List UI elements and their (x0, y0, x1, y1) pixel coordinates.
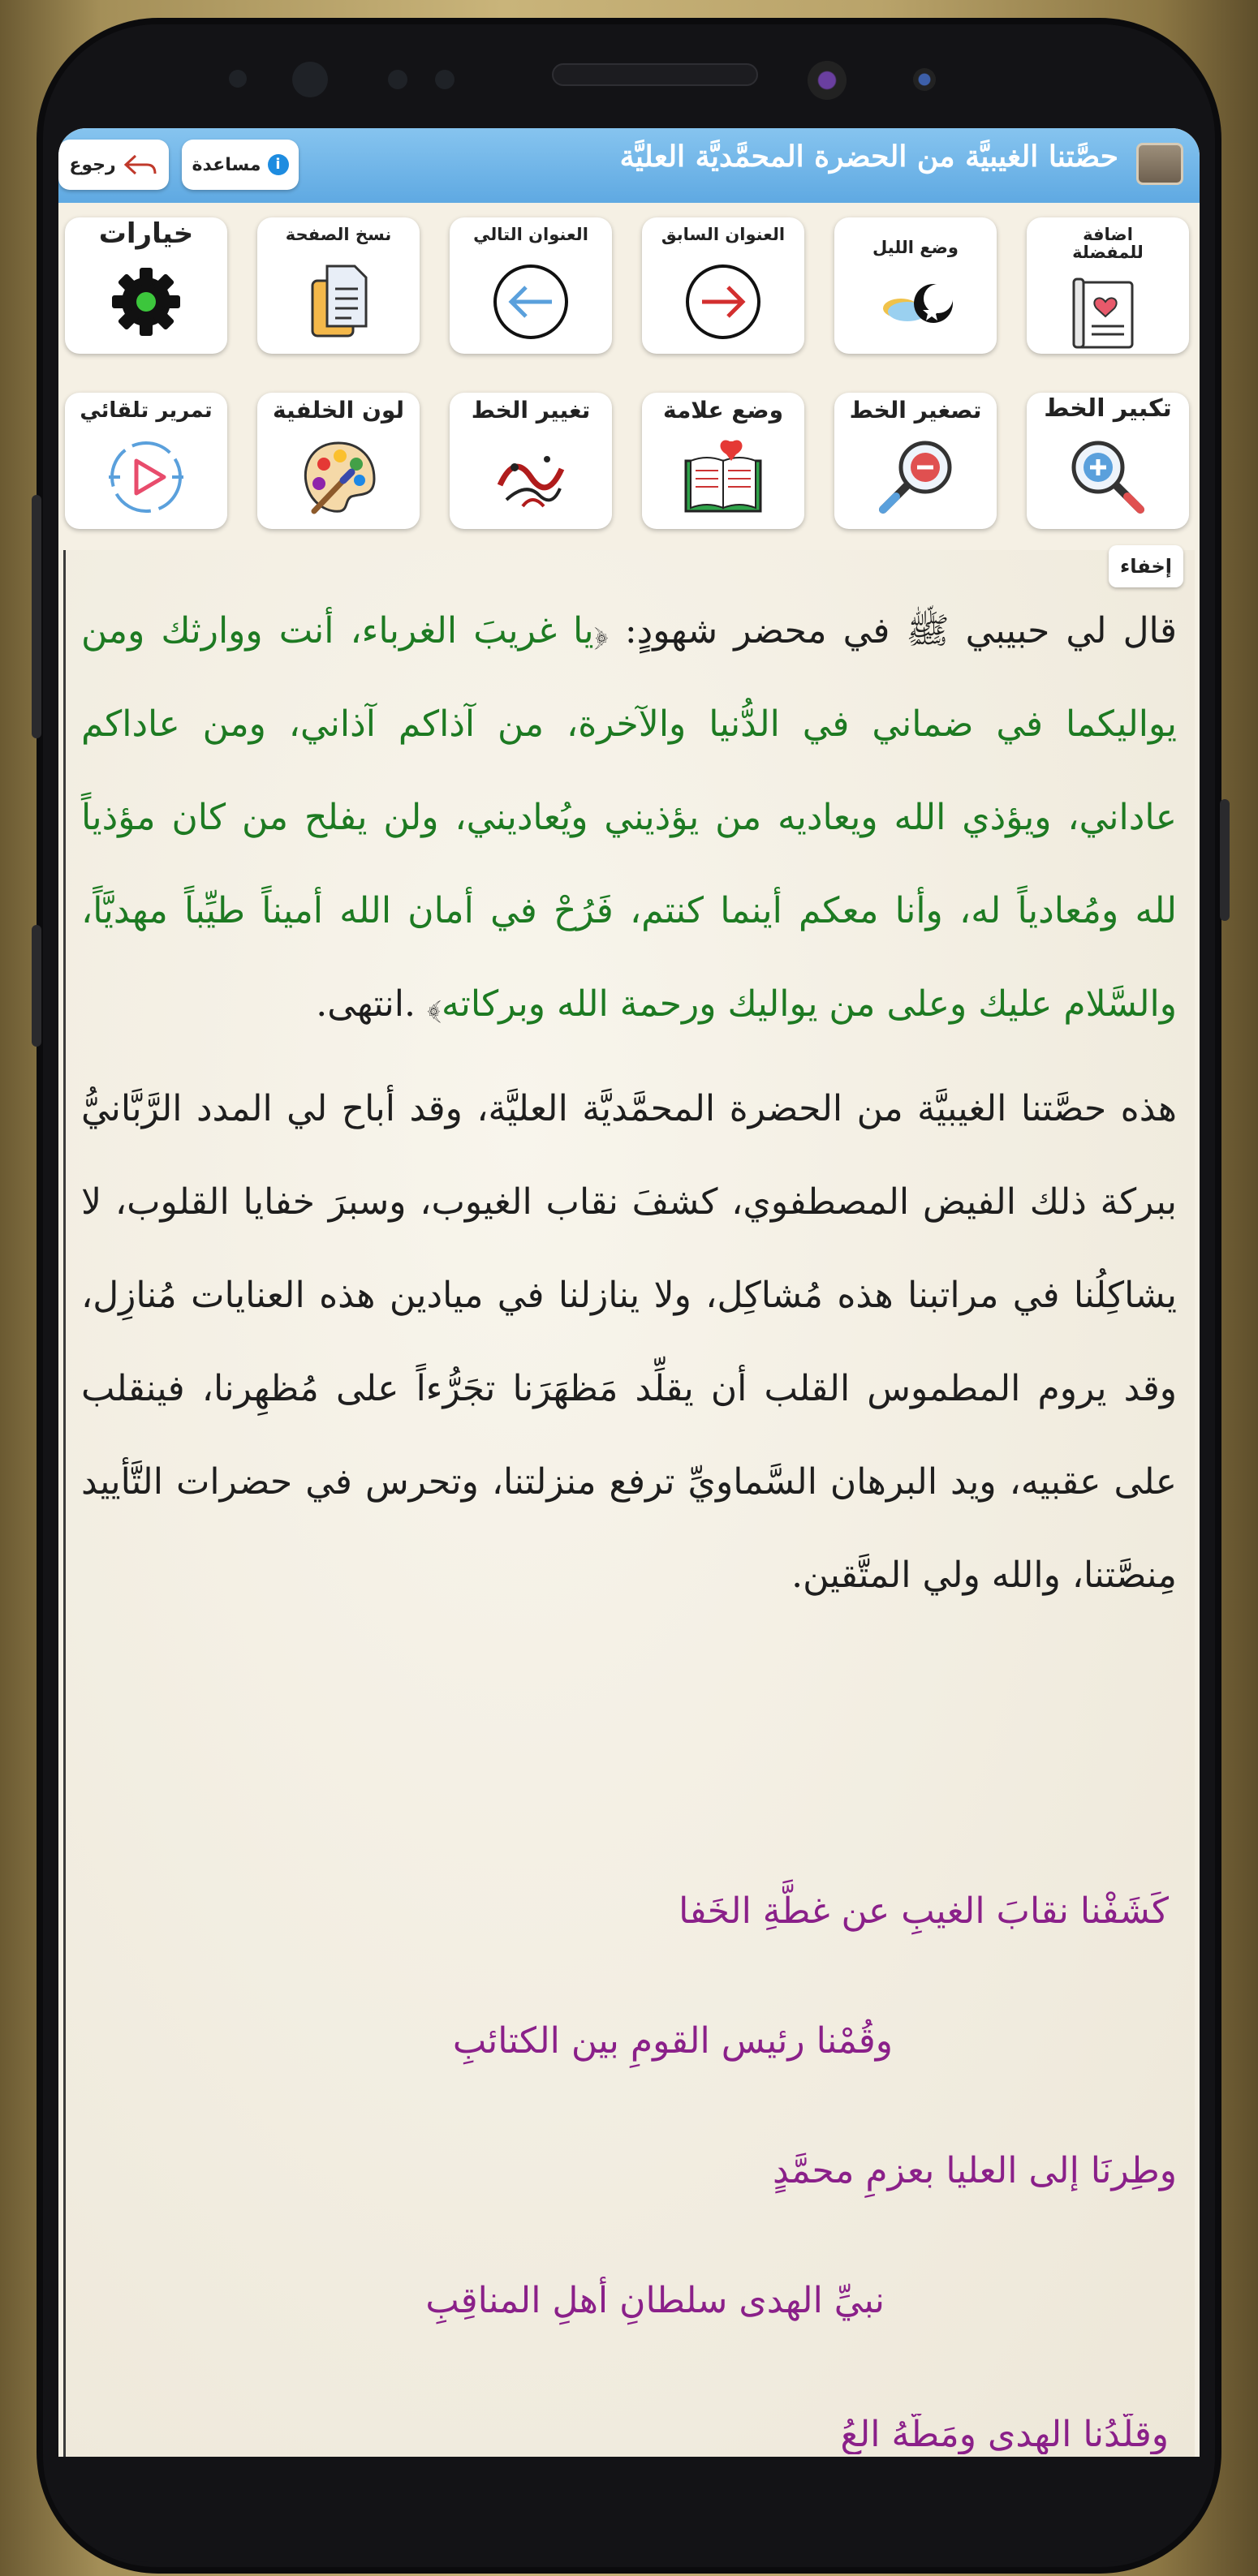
autoscroll-play-icon (106, 437, 187, 518)
app-logo-icon (1136, 143, 1183, 185)
back-label: رجوع (69, 154, 116, 175)
phone-bottom-bezel (43, 2457, 1215, 2562)
quote-intro: قال لي حبيبي ﷺ في محضر شهودٍ: ﴿ (593, 610, 1177, 652)
zoom-out-icon (875, 437, 956, 518)
title-bar (58, 128, 1200, 203)
poem-line-1: كَشَفْنا نقابَ الغيبِ عن غطَّةِ الخَفا (679, 1890, 1169, 1932)
earpiece-speaker (552, 63, 758, 86)
tile-label: تغيير الخط (471, 397, 591, 424)
front-camera (808, 61, 847, 100)
zoom-in-icon (1067, 437, 1148, 518)
poem-line-3: وطِرنَا إلى العليا بعزمِ محمَّدٍ (772, 2150, 1177, 2191)
sensor-dot (388, 70, 407, 89)
tile-label: وضع علامة (662, 397, 784, 424)
palette-icon (298, 437, 379, 518)
bookmark-button[interactable] (642, 393, 804, 529)
arrow-right-icon (683, 261, 764, 342)
paragraph-body: هذه حصَّتنا الغيبيَّة من الحضرة المحمَّديَّة العليَّة، وقد أباح لي المدد الرَّبَّانيُّ ببركة ذلك الفيض المصطفوي، كشفَ نقاب الغيوب، وسبرَ خفايا القلوب، لا يشاكِلُنا في مراتبنا هذه مُشاكِل، ولا ينازلنا في ميادين هذه العنايات مُنازِل، وقد يروم المطموس القلب أن يقلِّد مَظهَرَنا تجَرُّءاً على مُظهِرنا، فينقلب على عقبيه، ويد البرهان السَّماويِّ ترفع منزلتنا، وتحرس في حضرات التَّأييد مِنصَّتنا، والله ولي المتَّقين. (81, 1088, 1178, 1596)
help-label: مساعدة (192, 154, 261, 175)
power-button (1220, 799, 1230, 921)
calligraphy-icon (474, 437, 588, 518)
volume-button (32, 495, 41, 738)
tile-label: اضافة للمفضلة (1072, 225, 1144, 262)
add-favorite-button[interactable] (1027, 217, 1189, 354)
tile-label: نسخ الصفحة (285, 225, 392, 244)
quote-outro: ﴾ .انتهى. (316, 983, 442, 1025)
sensor-dot (435, 70, 455, 89)
poem-line-2: وقُمْنا رئيس القومِ بين الكتائبِ (452, 2020, 893, 2062)
help-button[interactable] (182, 140, 299, 190)
auto-scroll-button[interactable] (65, 393, 227, 529)
sensor-lens (292, 62, 328, 97)
tile-label: تمرير تلقائي (80, 398, 213, 423)
bookmark-book-icon (654, 437, 792, 518)
back-button[interactable] (58, 140, 169, 190)
paragraph-quote (81, 584, 1177, 1051)
background-color-button[interactable] (257, 393, 420, 529)
sensor-dot (229, 70, 247, 88)
gear-icon (106, 261, 187, 342)
copy-page-icon (298, 261, 379, 342)
copy-page-button[interactable] (257, 217, 420, 354)
tile-label: لون الخلفية (273, 397, 404, 424)
tile-label: العنوان التالي (473, 225, 588, 244)
reading-text (81, 584, 1177, 1633)
tile-label: العنوان السابق (661, 225, 786, 244)
arrow-left-icon (490, 261, 571, 342)
options-button[interactable] (65, 217, 227, 354)
tile-label: تصغير الخط (849, 397, 982, 424)
zoom-in-button[interactable] (1027, 393, 1189, 529)
change-font-button[interactable] (450, 393, 612, 529)
zoom-out-button[interactable] (834, 393, 997, 529)
night-mode-icon (875, 261, 956, 342)
poem-line-5: وقلَّدُنا الهدى ومَطَّهُ العُ (840, 2414, 1169, 2454)
tile-label: خيارات (98, 217, 194, 250)
previous-title-button[interactable] (642, 217, 804, 354)
tile-label: تكبير الخط (1044, 394, 1172, 423)
sensor-dot (913, 68, 936, 91)
side-key (32, 925, 41, 1047)
tile-label: وضع الليل (872, 238, 959, 257)
prophetic-quote: يا غريبَ الغرباء، أنت ووارثك ومن يواليكما في ضماني في الدُّنيا والآخرة، من آذاكم آذاني، ومن عاداكم عاداني، ويؤذي الله ويعاديه من يؤذيني ويُعاديني، ولن يفلح من كان مؤذياً لله ومُعادياً له، وأنا معكم أينما كنتم، فَرُحْ في أمان الله أميناً طيِّباً مهديَّاً، والسَّلام عليك وعلى من يواليك ورحمة الله وبركاته (81, 610, 1177, 1025)
poem-line-4: نبيِّ الهدى سلطانِ أهلِ المناقِبِ (425, 2280, 885, 2321)
night-mode-button[interactable] (834, 217, 997, 354)
info-icon: i (268, 154, 289, 175)
favorites-book-icon (1067, 268, 1148, 349)
back-arrow-icon (123, 153, 158, 177)
page-title: حصَّتنا الغيبيَّة من الحضرة المحمَّديَّة العليَّة (619, 140, 1118, 174)
hide-toolbar-button[interactable]: إخفاء (1109, 545, 1183, 587)
next-title-button[interactable] (450, 217, 612, 354)
